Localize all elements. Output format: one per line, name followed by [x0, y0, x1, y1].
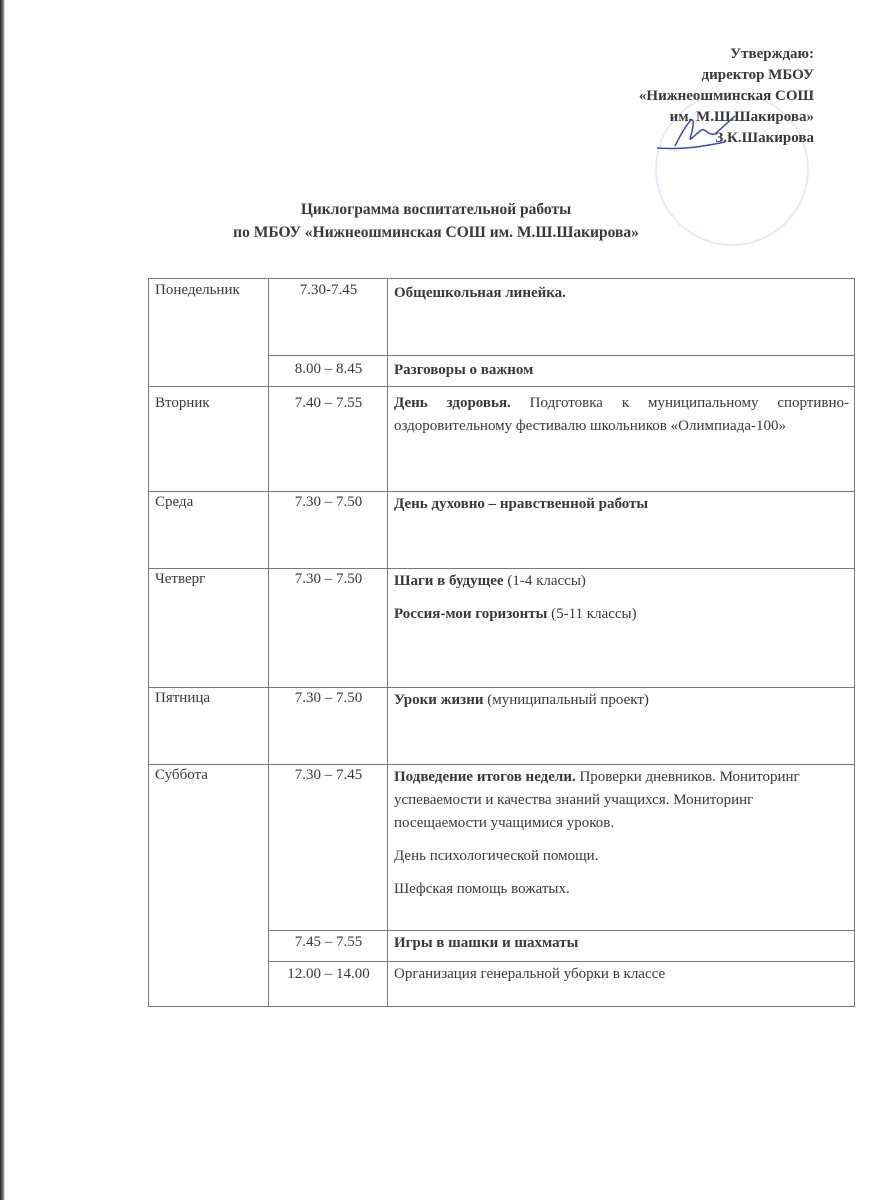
activity-bold: Россия-мои горизонты	[394, 606, 548, 622]
activity-cell	[394, 766, 849, 911]
title-line: по МБОУ «Нижнеошминская СОШ им. М.Ш.Шакирова»	[233, 224, 639, 241]
activity-bold: Разговоры о важном	[394, 362, 534, 378]
activity-text: Проверки дневников. Мониторинг успеваемости и качества знаний учащихся. Мониторинг посещаемости учащимися уроков.	[394, 769, 800, 831]
row-divider	[149, 764, 854, 765]
row-divider	[149, 687, 854, 688]
time-cell: 7.40 – 7.55	[294, 395, 363, 411]
activity-bold: Шаги в будущее	[394, 573, 504, 589]
row-divider	[149, 568, 854, 569]
activity-bold: День духовно – нравственной работы	[394, 496, 649, 512]
approval-block	[639, 44, 814, 149]
approval-line: Утверждаю:	[730, 46, 814, 62]
time-cell: 8.00 – 8.45	[294, 361, 363, 377]
activity-bold: Уроки жизни	[394, 692, 484, 708]
activity-text: (1-4 классы)	[503, 573, 586, 589]
row-divider	[269, 961, 854, 962]
row-divider	[149, 491, 854, 492]
day-saturday: Суббота	[155, 767, 208, 783]
activity-cell	[394, 932, 849, 955]
activity-bold: Подведение итогов недели.	[394, 769, 576, 785]
title-line: Циклограмма воспитательной работы	[300, 201, 572, 218]
document-title	[0, 198, 872, 244]
activity-bold: День здоровья.	[394, 395, 511, 411]
time-cell: 7.30 – 7.50	[294, 571, 363, 587]
activity-text: День психологической помощи.	[394, 848, 599, 864]
activity-cell	[394, 359, 849, 382]
day-thursday: Четверг	[155, 571, 206, 587]
approval-line: «Нижнеошминская СОШ	[638, 88, 814, 104]
activity-text: (5-11 классы)	[547, 606, 637, 622]
row-divider	[149, 386, 854, 387]
approval-signer: З.К.Шакирова	[715, 130, 814, 146]
time-cell: 7.30 – 7.45	[294, 767, 363, 783]
activity-cell	[394, 392, 849, 438]
column-divider	[387, 279, 388, 1006]
time-cell: 7.30-7.45	[299, 282, 358, 298]
activity-bold: Общешкольная линейка.	[394, 285, 566, 301]
schedule-table	[148, 278, 855, 1007]
time-cell: 7.45 – 7.55	[294, 934, 363, 950]
activity-cell	[394, 493, 849, 516]
activity-cell: Организация генеральной уборки в классе	[394, 966, 666, 982]
day-friday: Пятница	[155, 690, 211, 706]
activity-text: Шефская помощь вожатых.	[394, 881, 570, 897]
approval-line: им. М.Ш.Шакирова»	[669, 109, 814, 125]
day-monday: Понедельник	[155, 282, 240, 298]
time-cell: 7.30 – 7.50	[294, 690, 363, 706]
time-cell: 12.00 – 14.00	[287, 966, 370, 982]
activity-text: (муниципальный проект)	[483, 692, 649, 708]
activity-bold: Игры в шашки и шахматы	[394, 935, 579, 951]
row-divider	[269, 355, 854, 356]
day-wednesday: Среда	[155, 494, 194, 510]
column-divider	[268, 279, 269, 1006]
time-cell: 7.30 – 7.50	[294, 494, 363, 510]
day-tuesday: Вторник	[155, 395, 210, 411]
approval-line: директор МБОУ	[701, 67, 814, 83]
scan-edge	[0, 0, 5, 1200]
activity-text: Подготовка к муниципальному спортивно-оздоровительному фестивалю школьников «Олимпиада-100»	[394, 395, 849, 434]
activity-cell	[394, 570, 849, 636]
activity-cell	[394, 282, 849, 305]
activity-cell	[394, 689, 849, 712]
